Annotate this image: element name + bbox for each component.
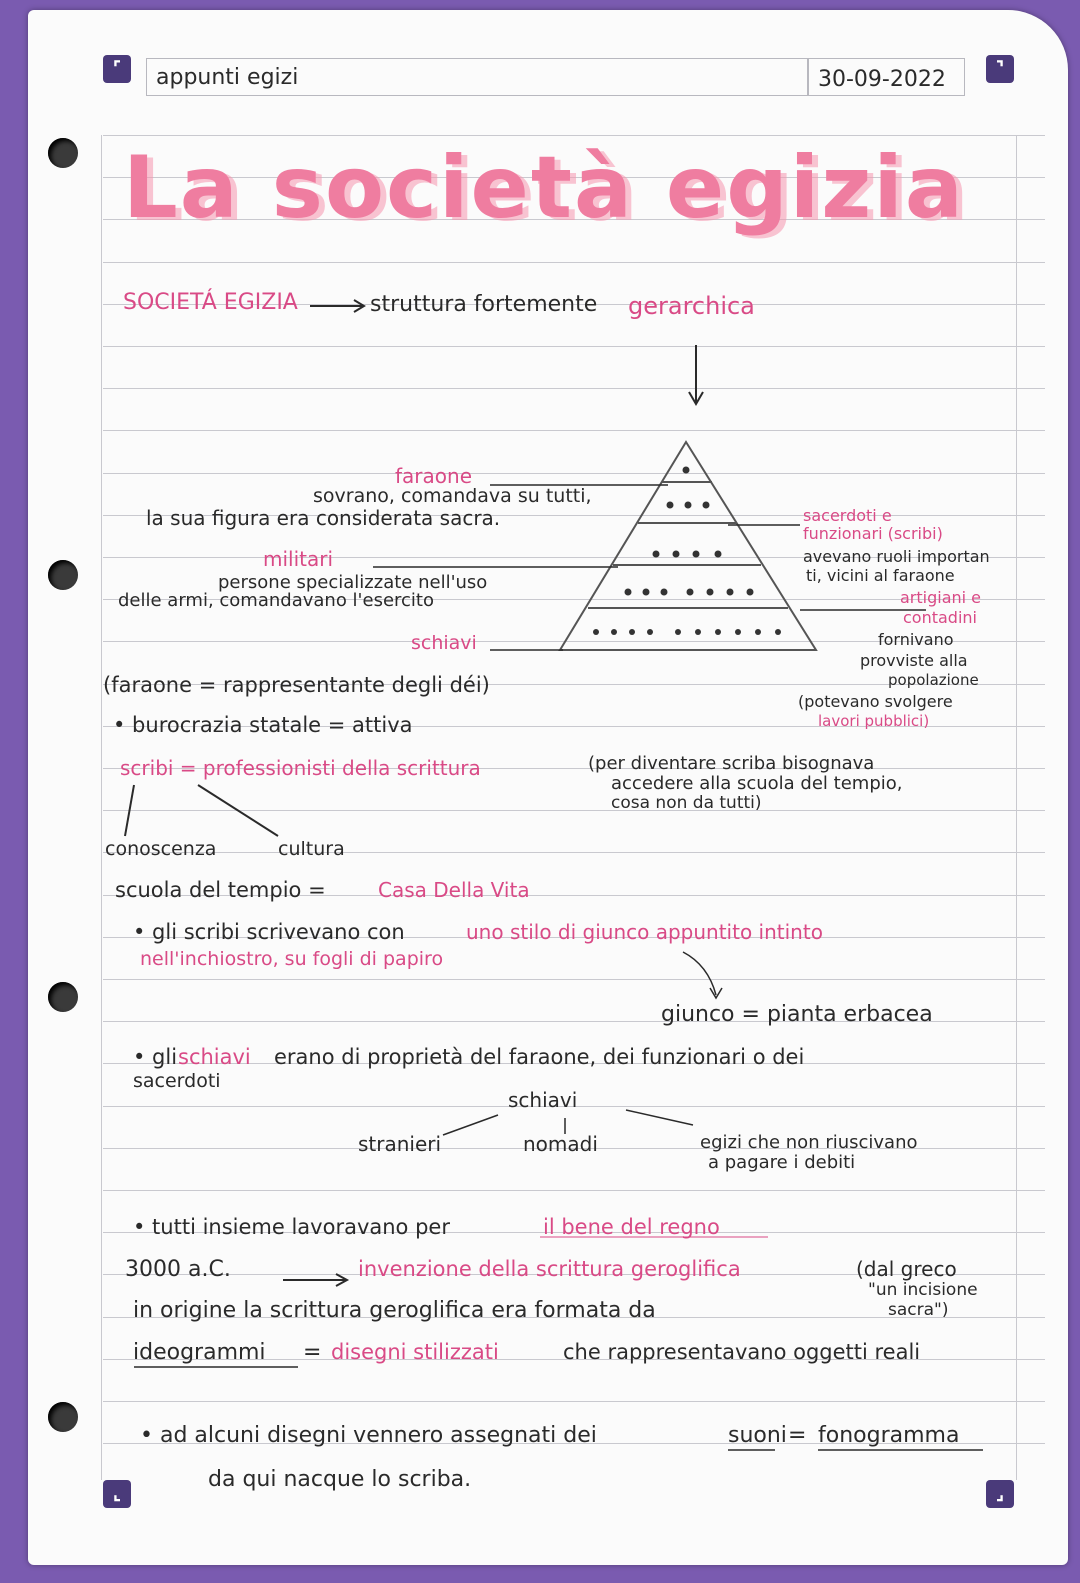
note-scuola: scuola del tempio = — [115, 878, 326, 902]
note-dal-greco: (dal greco — [856, 1257, 957, 1281]
note-schiavi-a: • gli — [133, 1045, 178, 1069]
note-incisione: "un incisione — [868, 1280, 978, 1300]
pyramid-drawing — [28, 10, 1068, 1565]
sacerdoti-desc-2: ti, vicini al faraone — [806, 566, 955, 585]
note-scribi-paren-1: (per diventare scriba bisognava — [588, 753, 875, 774]
artigiani-desc-4: (potevano svolgere — [798, 692, 953, 711]
note-invenzione: invenzione della scrittura geroglifica — [358, 1257, 741, 1281]
tree-egizi-2: a pagare i debiti — [708, 1152, 856, 1173]
note-rappresentavano: che rappresentavano oggetti reali — [563, 1340, 921, 1364]
tree-egizi-1: egizi che non riuscivano — [700, 1132, 918, 1153]
note-burocrazia: • burocrazia statale = attiva — [113, 713, 413, 737]
artigiani-desc-2: provviste alla — [860, 651, 968, 670]
note-stilo-b: uno stilo di giunco appuntito intinto — [466, 920, 823, 944]
note-ideo-equals: = — [303, 1340, 322, 1365]
note-scribi: scribi = professionisti della scrittura — [120, 756, 481, 780]
note-disegni: disegni stilizzati — [331, 1340, 499, 1364]
label-sacerdoti: sacerdoti e — [803, 506, 892, 525]
label-faraone: faraone — [395, 464, 472, 488]
note-casa-vita: Casa Della Vita — [378, 878, 530, 902]
note-schiavi-c: erano di proprietà del faraone, dei funzionari o dei — [274, 1045, 805, 1069]
label-funzionari: funzionari (scribi) — [803, 524, 943, 543]
tree-branch — [125, 785, 134, 836]
intro-left: SOCIETÁ EGIZIA — [123, 290, 298, 315]
corner-marker-icon: ⌞ — [103, 1480, 131, 1508]
header-subject: appunti egizi — [156, 65, 299, 90]
militari-desc-1: persone specializzate nell'uso — [218, 572, 488, 593]
artigiani-desc-5: lavori pubblici) — [818, 712, 930, 730]
note-conoscenza: conoscenza — [105, 838, 217, 860]
note-3000: 3000 a.C. — [125, 1257, 231, 1282]
page-title: La società egizia — [123, 138, 965, 238]
note-scribi-paren-2: accedere alla scuola del tempio, — [611, 773, 903, 794]
tree-nomadi: nomadi — [523, 1132, 598, 1156]
note-giunco: giunco = pianta erbacea — [661, 1002, 933, 1027]
tree-branch — [626, 1110, 693, 1125]
label-militari: militari — [263, 547, 334, 571]
label-artigiani: artigiani e — [900, 588, 982, 607]
militari-desc-2: delle armi, comandavano l'esercito — [118, 590, 435, 611]
note-scribi-paren-3: cosa non da tutti) — [611, 793, 762, 813]
note-suoni-equals: = — [788, 1423, 807, 1448]
intro-middle: struttura fortemente — [370, 292, 598, 317]
label-contadini: contadini — [903, 608, 977, 627]
corner-marker-icon: ⌝ — [986, 55, 1014, 83]
intro-right: gerarchica — [628, 292, 755, 320]
note-tutti-b: il bene del regno — [543, 1215, 720, 1239]
corner-marker-icon: ⌟ — [986, 1480, 1014, 1508]
tree-branch — [443, 1115, 498, 1135]
faraone-desc-1: sovrano, comandava su tutti, — [313, 485, 592, 507]
note-fonogramma: fonogramma — [818, 1423, 960, 1448]
label-schiavi: schiavi — [411, 632, 477, 654]
note-faraone-rappr: (faraone = rappresentante degli déi) — [103, 673, 490, 697]
note-tutti-a: • tutti insieme lavoravano per — [133, 1215, 450, 1239]
artigiani-desc-3: popolazione — [888, 671, 979, 689]
note-schiavi-b: schiavi — [178, 1045, 251, 1069]
faraone-desc-2: la sua figura era considerata sacra. — [146, 506, 501, 530]
pyramid-outline — [560, 442, 816, 650]
note-suoni-a: • ad alcuni disegni vennero assegnati dei — [140, 1423, 597, 1448]
tree-root-schiavi: schiavi — [508, 1088, 578, 1112]
note-schiavi-d: sacerdoti — [133, 1070, 221, 1092]
corner-marker-icon: ⌜ — [103, 55, 131, 83]
tree-stranieri: stranieri — [358, 1132, 442, 1156]
header-date: 30-09-2022 — [818, 67, 946, 92]
note-origine: in origine la scrittura geroglifica era formata da — [133, 1298, 656, 1323]
note-cultura: cultura — [278, 838, 345, 860]
tree-branch — [198, 785, 278, 836]
note-stilo-c: nell'inchiostro, su fogli di papiro — [140, 948, 444, 970]
note-sacra: sacra") — [888, 1300, 949, 1320]
artigiani-desc-1: fornivano — [878, 630, 954, 649]
note-scriba: da qui nacque lo scriba. — [208, 1467, 472, 1492]
note-suoni-b: suoni — [728, 1423, 787, 1448]
notebook-page — [28, 10, 1068, 1565]
note-stilo-a: • gli scribi scrivevano con — [133, 920, 405, 944]
note-ideogrammi: ideogrammi — [133, 1340, 266, 1365]
sacerdoti-desc-1: avevano ruoli importan — [803, 547, 990, 566]
